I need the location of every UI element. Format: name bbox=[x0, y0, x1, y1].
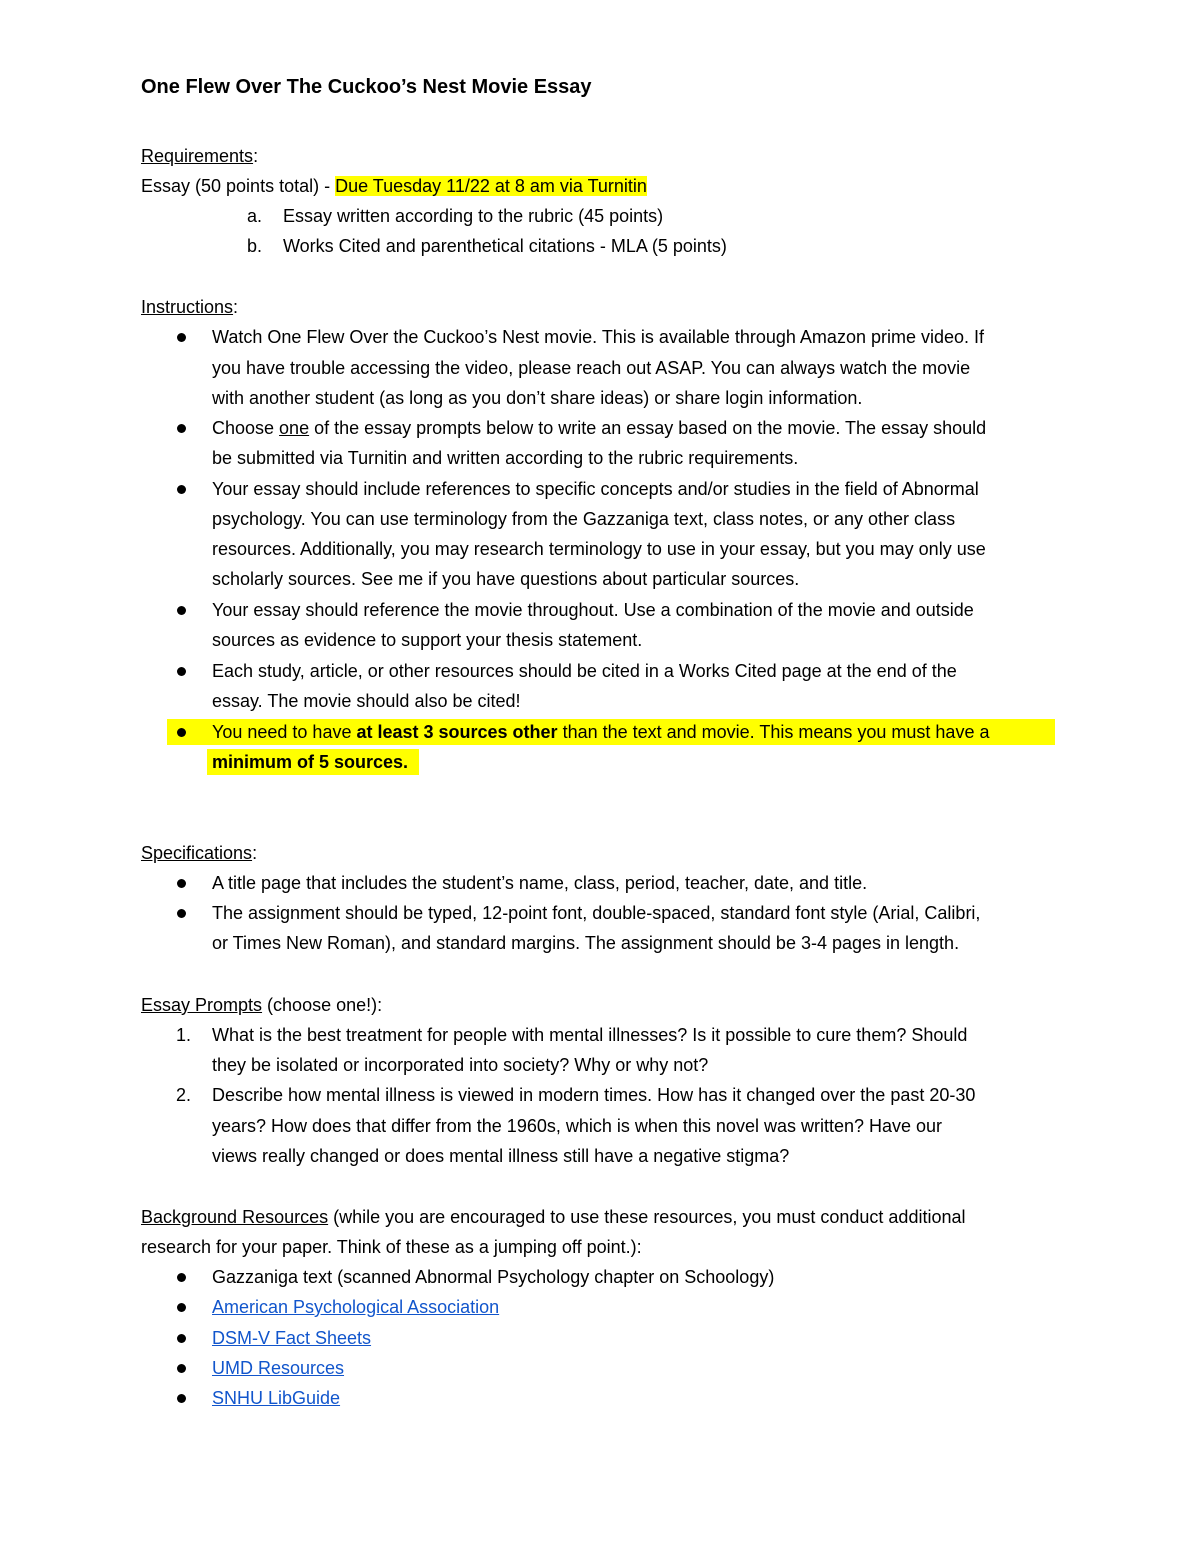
specification-2-line-1: The assignment should be typed, 12-point font, double-spaced, standard font style (Arial, Calibri, bbox=[212, 903, 981, 923]
prompt-marker-1: 1. bbox=[176, 1025, 192, 1045]
instruction-2-emphasis: one bbox=[279, 418, 310, 438]
prompt-marker-2: 2. bbox=[176, 1085, 192, 1105]
bullet-icon bbox=[177, 333, 186, 342]
instruction-2-post: of the essay prompts below to write an essay based on the movie. The essay should bbox=[309, 418, 987, 438]
resource-gazzaniga-text: Gazzaniga text (scanned Abnormal Psychology chapter on Schoology) bbox=[212, 1267, 775, 1287]
instruction-3-line-3: resources. Additionally, you may research terminology to use in your essay, but you may only use bbox=[212, 539, 986, 559]
bullet-icon bbox=[177, 879, 186, 888]
requirement-marker-b: b. bbox=[247, 236, 263, 256]
requirement-item-a: Essay written according to the rubric (45 points) bbox=[283, 206, 664, 226]
prompts-heading-suffix: (choose one!): bbox=[262, 995, 383, 1015]
instruction-3-line-4: scholarly sources. See me if you have questions about particular sources. bbox=[212, 569, 800, 589]
instruction-5-line-1: Each study, article, or other resources should be cited in a Works Cited page at the end of the bbox=[212, 661, 957, 681]
link-umd-resources[interactable]: UMD Resources bbox=[212, 1358, 345, 1378]
instructions-heading-text: Instructions bbox=[141, 297, 234, 317]
prompt-2-line-3: views really changed or does mental illness still have a negative stigma? bbox=[212, 1146, 790, 1166]
essay-points-text: Essay (50 points total) - bbox=[141, 176, 336, 196]
instruction-3-line-2: psychology. You can use terminology from the Gazzaniga text, class notes, or any other class bbox=[212, 509, 956, 529]
instruction-5-line-2: essay. The movie should also be cited! bbox=[212, 691, 521, 711]
bullet-icon bbox=[177, 1394, 186, 1403]
instruction-4-line-1: Your essay should reference the movie throughout. Use a combination of the movie and outside bbox=[212, 600, 974, 620]
prompt-1-line-2: they be isolated or incorporated into society? Why or why not? bbox=[212, 1055, 709, 1075]
instruction-1-line-2: you have trouble accessing the video, please reach out ASAP. You can always watch the movie bbox=[212, 358, 971, 378]
specifications-heading-text: Specifications bbox=[141, 843, 253, 863]
instruction-1-line-1: Watch One Flew Over the Cuckoo’s Nest movie. This is available through Amazon prime video. If bbox=[212, 327, 985, 347]
background-heading-text: Background Resources bbox=[141, 1207, 329, 1227]
bullet-icon bbox=[177, 1273, 186, 1282]
instruction-1-line-3: with another student (as long as you don’t share ideas) or share login information. bbox=[212, 388, 863, 408]
prompts-heading-text: Essay Prompts bbox=[141, 995, 263, 1015]
instructions-heading bbox=[141, 294, 238, 320]
bullet-icon bbox=[177, 1364, 186, 1373]
requirements-heading bbox=[141, 143, 258, 169]
prompt-2-line-2: years? How does that differ from the 1960s, which is when this novel was written? Have our bbox=[212, 1116, 943, 1136]
bullet-icon bbox=[177, 1334, 186, 1343]
link-dsm-v-fact-sheets[interactable]: DSM-V Fact Sheets bbox=[212, 1328, 372, 1348]
instruction-3-line-1: Your essay should include references to specific concepts and/or studies in the field of Abnormal bbox=[212, 479, 979, 499]
bullet-icon bbox=[177, 424, 186, 433]
bullet-icon bbox=[177, 606, 186, 615]
background-heading bbox=[141, 1204, 965, 1230]
bullet-icon bbox=[177, 485, 186, 494]
bullet-icon bbox=[177, 728, 186, 737]
instruction-2-line-2: be submitted via Turnitin and written according to the rubric requirements. bbox=[212, 448, 799, 468]
link-snhu-libguide[interactable]: SNHU LibGuide bbox=[212, 1388, 341, 1408]
document-title: One Flew Over The Cuckoo’s Nest Movie Essay bbox=[141, 76, 592, 98]
requirements-heading-text: Requirements bbox=[141, 146, 254, 166]
instruction-2-pre: Choose bbox=[212, 418, 280, 438]
due-date-highlight: Due Tuesday 11/22 at 8 am via Turnitin bbox=[335, 176, 647, 196]
essay-points-line bbox=[141, 173, 647, 199]
bullet-icon bbox=[177, 667, 186, 676]
instruction-2-line-1 bbox=[212, 415, 986, 441]
instruction-4-line-2: sources as evidence to support your thesis statement. bbox=[212, 630, 643, 650]
prompt-2-line-1: Describe how mental illness is viewed in modern times. How has it changed over the past 20-30 bbox=[212, 1085, 976, 1105]
background-line-2: research for your paper. Think of these as a jumping off point.): bbox=[141, 1237, 642, 1257]
requirements-heading-colon: : bbox=[253, 146, 259, 166]
instruction-6-bold-2: minimum of 5 sources. bbox=[212, 752, 409, 772]
prompt-1-line-1: What is the best treatment for people with mental illnesses? Is it possible to cure them? Should bbox=[212, 1025, 968, 1045]
specification-2-line-2: or Times New Roman), and standard margins. The assignment should be 3-4 pages in length. bbox=[212, 933, 960, 953]
bullet-icon bbox=[177, 1303, 186, 1312]
instruction-6-bold-1: at least 3 sources other bbox=[356, 722, 558, 742]
specification-1: A title page that includes the student’s name, class, period, teacher, date, and title. bbox=[212, 873, 868, 893]
link-american-psychological-association[interactable]: American Psychological Association bbox=[212, 1297, 500, 1317]
background-heading-suffix: (while you are encouraged to use these resources, you must conduct additional bbox=[328, 1207, 966, 1227]
instruction-6-line-1 bbox=[212, 719, 989, 745]
bullet-icon bbox=[177, 909, 186, 918]
requirement-marker-a: a. bbox=[247, 206, 263, 226]
instruction-6-mid: than the text and movie. This means you must have a bbox=[557, 722, 990, 742]
instruction-6-pre: You need to have bbox=[212, 722, 357, 742]
requirement-item-b: Works Cited and parenthetical citations - MLA (5 points) bbox=[283, 236, 727, 256]
prompts-heading bbox=[141, 992, 382, 1018]
specifications-heading-colon: : bbox=[252, 843, 258, 863]
instructions-heading-colon: : bbox=[233, 297, 239, 317]
specifications-heading bbox=[141, 840, 257, 866]
